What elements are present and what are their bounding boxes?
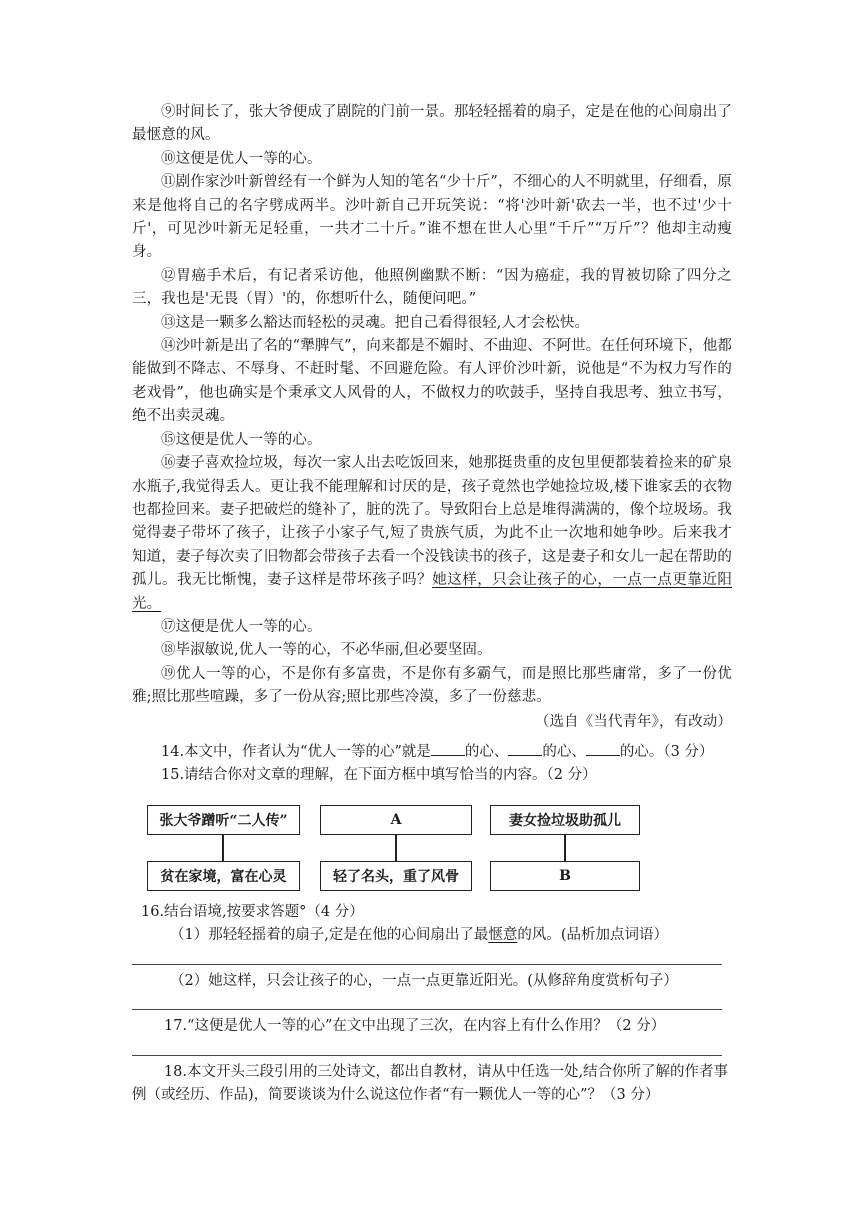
paragraph-10: ⑩这便是优人一等的心。 xyxy=(161,150,322,167)
connector-1 xyxy=(222,834,224,862)
box-2-bottom: 轻了名头，重了风骨 xyxy=(320,861,472,891)
q14-text-c: 的心、 xyxy=(542,744,586,760)
answer-blank-1[interactable] xyxy=(431,741,465,756)
box-3-top: 妻女捡垃圾助孤儿 xyxy=(490,805,640,835)
paragraph-13: ⑬这是一颗多么豁达而轻松的灵魂。把自己看得很轻,人才会松快。 xyxy=(161,314,590,331)
q16-1-dotted-word: 惬意 xyxy=(488,927,518,943)
box-1-top: 张大爷蹭听“二人传” xyxy=(147,805,300,835)
question-16 xyxy=(132,901,732,924)
paragraph-16-text: ⑯妻子喜欢捡垃圾，每次一家人出去吃饭回来，她那挺贵重的皮包里便都装着捡来的矿泉水瓶子,我觉得丢人。更让我不能理解和讨厌的是，孩子竟然也学她捡垃圾,楼下谁家丢的衣物也都捡回来。妻子把破烂的缝补了，脏的洗了。导致阳台上总是堆得满满的，像个垃圾场。我觉得妻子带坏了孩子，让孩子小家子气,短了贵族气质，为此不止一次地和她争吵。后来我才知道，妻子每次卖了旧物都会带孩子去看一个没钱读书的孩子，这是妻子和女儿一起在帮助的孤儿。我无比惭愧，妻子这样是带坏孩子吗？ xyxy=(132,455,732,589)
paragraph-11: ⑪剧作家沙叶新曾经有一个鲜为人知的笔名“少十斤”，不细心的人不明就里，仔细看，原来是他将自己的名字劈成两半。沙叶新自己开玩笑说：“将'沙叶新'砍去一半，也不过'少十斤'，可见沙叶新无足轻重，一共才二十斤。”谁不想在世人心里“千斤”“万斤”？他却主动瘦身。 xyxy=(132,174,732,261)
answer-line-17[interactable] xyxy=(132,1055,722,1056)
q16-text: 16.结台语境,按要求答题°（4 分） xyxy=(141,904,364,920)
paragraph-14: ⑭沙叶新是出了名的“犟脾气”，向来都是不媚时、不曲迎、不阿世。在任何环境下，他都能做到不降志、不辱身、不赶时髦、不回避危险。有人评价沙叶新，说他是“不为权力写作的老戏骨”，他也确实是个秉承文人风骨的人，不做权力的吹鼓手，坚持自我思考、独立书写，绝不出卖灵魂。 xyxy=(132,338,732,425)
question-15 xyxy=(132,764,732,787)
question-17 xyxy=(132,1015,732,1038)
q14-text-b: 的心、 xyxy=(464,744,509,760)
box-3-bottom-b[interactable]: B xyxy=(490,861,640,891)
q16-1-text-a: （1）那轻轻摇着的扇子,定是在他的心间扇出了最 xyxy=(170,927,489,943)
paragraph-16 xyxy=(132,452,732,616)
q18-text: 18.本文开头三段引用的三处诗文，都出自教材，请从中任选一处,结合你所了解的作者事例（或经历、作品)，简要谈谈为什么说这位作者“有一颗优人一等的心”？（3 分） xyxy=(132,1064,729,1103)
paragraph-17: ⑰这便是优人一等的心。 xyxy=(161,618,322,635)
answer-line-16-1[interactable] xyxy=(132,964,722,965)
source-citation: （选自《当代青年》，有改动） xyxy=(534,713,732,730)
connector-3 xyxy=(564,834,566,862)
box-2-top-a[interactable]: A xyxy=(320,805,472,835)
paragraph-15: ⑮这便是优人一等的心。 xyxy=(161,431,322,448)
q16-1-text-b: 的风。(品析加点词语） xyxy=(517,927,668,943)
paragraph-18: ⑱毕淑敏说,优人一等的心，不必华丽,但必要坚固。 xyxy=(161,642,492,659)
reading-passage xyxy=(132,101,732,734)
question-16-2 xyxy=(132,970,732,993)
question-16-1 xyxy=(132,924,732,947)
answer-line-16-2[interactable] xyxy=(132,1009,722,1010)
q15-text: 15.请结合你对文章的理解，在下面方框中填写恰当的内容。（2 分） xyxy=(161,767,597,783)
answer-blank-2[interactable] xyxy=(508,741,542,756)
q16-2-text: （2）她这样，只会让孩子的心，一点一点更靠近阳光。(从修辞角度赏析句子） xyxy=(170,973,678,989)
answer-blank-3[interactable] xyxy=(586,741,620,756)
q14-text-d: 的心。（3 分） xyxy=(619,744,714,760)
paragraph-12: ⑫胃癌手术后，有记者采访他，他照例幽默不断：“因为癌症，我的胃被切除了四分之三，我也是'无畏（胃）'的，你想听什么，随便问吧。” xyxy=(132,267,732,308)
underlined-sentence: 她这样，只会让孩子的心，一点一点更靠近阳光。 xyxy=(132,572,732,612)
q17-text: 17.“这便是优人一等的心”在文中出现了三次，在内容上有什么作用？（2 分） xyxy=(164,1018,666,1034)
question-14 xyxy=(132,741,732,764)
q14-text-a: 14.本文中，作者认为“优人一等的心”就是 xyxy=(161,744,431,760)
paragraph-19: ⑲优人一等的心，不是你有多富贵，不是你有多霸气，而是照比那些庸常，多了一份优雅;照比那些喧躁，多了一份从容;照比那些冷漠，多了一份慈悲。 xyxy=(132,665,732,706)
question-18 xyxy=(132,1061,732,1107)
paragraph-9: ⑨时间长了，张大爷便成了剧院的门前一景。那轻轻摇着的扇子，定是在他的心间扇出了最惬意的风。 xyxy=(132,104,732,144)
connector-2 xyxy=(395,834,397,862)
box-1-bottom: 贫在家境，富在心灵 xyxy=(147,861,300,891)
